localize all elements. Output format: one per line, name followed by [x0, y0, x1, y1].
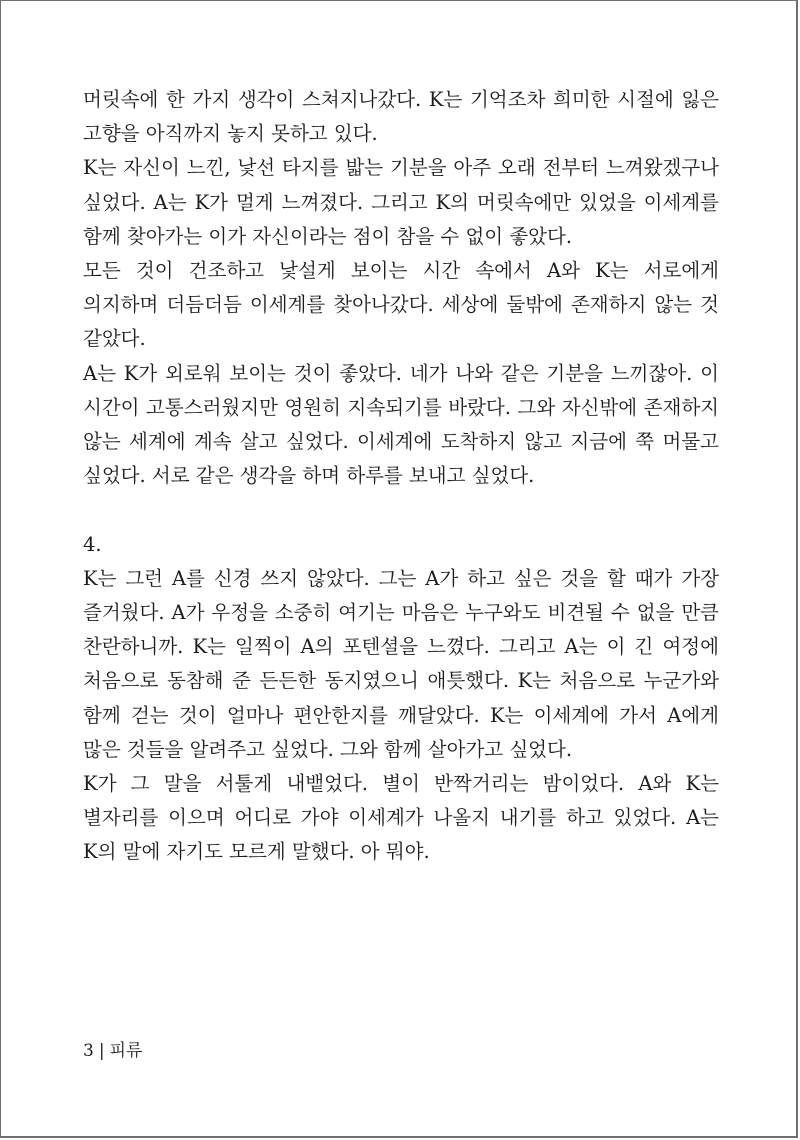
paragraph-5: K는 그런 A를 신경 쓰지 않았다. 그는 A가 하고 싶은 것을 할 때가 가장 즐거웠다. A가 우정을 소중히 여기는 마음은 누구와도 비견될 수 없을 만큼 찬란하니까. K는 일찍이 A의 포텐셜을 느꼈다. 그리고 A는 이 긴 여정에 처음으로 동참해 준 든든한 동지였으니 애틋했다. K는 처음으로 누군가와 함께 걷는 것이 얼마나 편안한지를 깨달았다. K는 이세계에 가서 A에게 많은 것들을 알려주고 싶었다. 그와 함께 살아가고 싶었다. — [83, 566, 719, 761]
footer-separator: | — [98, 1041, 105, 1061]
body-text — [83, 83, 719, 870]
paragraph-1: 머릿속에 한 가지 생각이 스쳐지나갔다. K는 기억조차 희미한 시절에 잃은 고향을 아직까지 놓지 못하고 있다. — [83, 88, 719, 146]
author-name: 피류 — [109, 1041, 143, 1061]
paragraph-6: K가 그 말을 서툴게 내뱉었다. 별이 반짝거리는 밤이었다. A와 K는 별자리를 이으며 어디로 가야 이세계가 나올지 내기를 하고 있었다. A는 K의 말에 자기도 모르게 말했다. 아 뭐야. — [83, 772, 719, 864]
paragraph-2: K는 자신이 느낀, 낯선 타지를 밟는 기분을 아주 오래 전부터 느껴왔겠구나 싶었다. A는 K가 멀게 느껴졌다. 그리고 K의 머릿속에만 있었을 이세계를 함께 찾아가는 이가 자신이라는 점이 참을 수 없이 좋았다. — [83, 156, 719, 248]
paragraph-4: A는 K가 외로워 보이는 것이 좋았다. 네가 나와 같은 기분을 느끼잖아. 이 시간이 고통스러웠지만 영원히 지속되기를 바랐다. 그와 자신밖에 존재하지 않는 세계에 계속 살고 싶었다. 이세계에 도착하지 않고 지금에 쭉 머물고 싶었다. 서로 같은 생각을 하며 하루를 보내고 싶었다. — [83, 361, 719, 488]
page-footer — [83, 1039, 142, 1063]
paragraph-3: 모든 것이 건조하고 낯설게 보이는 시간 속에서 A와 K는 서로에게 의지하며 더듬더듬 이세계를 찾아나갔다. 세상에 둘밖에 존재하지 않는 것 같았다. — [83, 259, 719, 351]
page-number: 3 — [83, 1041, 94, 1061]
section-gap — [83, 493, 719, 527]
section-number: 4. — [83, 532, 102, 556]
